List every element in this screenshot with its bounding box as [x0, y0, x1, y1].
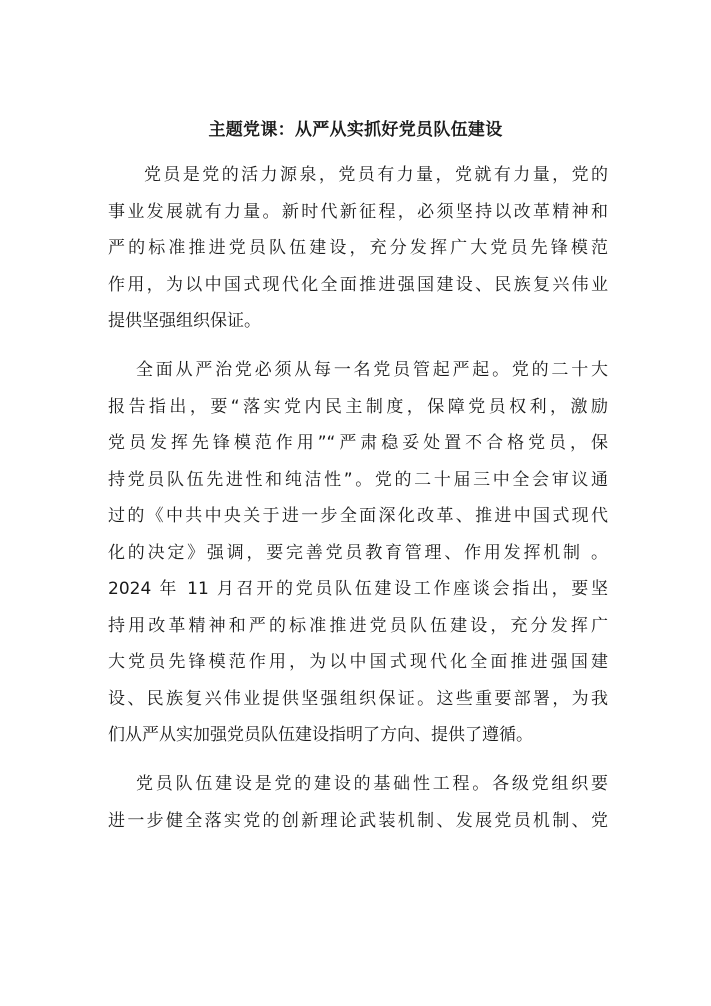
paragraph-2	[108, 352, 608, 754]
paragraph-line: 党员发挥先锋模范作用”“严肃稳妥处置不合格党员，保	[108, 433, 608, 453]
paragraph-line: 持用改革精神和严的标准推进党员队伍建设，充分发挥广	[108, 615, 608, 636]
paragraph-line: 事业发展就有力量。新时代新征程，必须坚持以改革精神和	[108, 201, 608, 222]
paragraph-line: 报告指出，要“落实党内民主制度，保障党员权利，激励	[108, 396, 608, 417]
paragraph-1	[108, 157, 608, 340]
paragraph-line: 2024 年 11 月召开的党员队伍建设工作座谈会指出，要坚	[108, 579, 608, 599]
paragraph-line: 大党员先锋模范作用，为以中国式现代化全面推进强国建	[108, 652, 608, 672]
paragraph-line: 严的标准推进党员队伍建设，充分发挥广大党员先锋模范	[108, 238, 608, 258]
paragraph-line: 们从严从实加强党员队伍建设指明了方向、提供了遵循。	[108, 725, 533, 745]
paragraph-line: 党员队伍建设是党的建设的基础性工程。各级党组织要	[136, 774, 608, 794]
paragraph-line: 过的《中共中央关于进一步全面深化改革、推进中国式现代	[108, 506, 608, 526]
paragraph-line: 进一步健全落实党的创新理论武装机制、发展党员机制、党	[108, 810, 608, 831]
paragraph-line: 党员是党的活力源泉，党员有力量，党就有力量，党的	[144, 165, 608, 185]
paragraph-line: 设、民族复兴伟业提供坚强组织保证。这些重要部署，为我	[108, 688, 608, 709]
paragraph-line: 提供坚强组织保证。	[108, 311, 261, 331]
paragraph-line: 持党员队伍先进性和纯洁性”。党的二十届三中全会审议通	[108, 469, 608, 490]
document-title: 主题党课：从严从实抓好党员队伍建设	[208, 120, 503, 140]
paragraph-3	[108, 766, 608, 839]
paragraph-line: 化的决定》强调，要完善党员教育管理、作用发挥机制 。	[108, 542, 608, 563]
paragraph-line: 作用，为以中国式现代化全面推进强国建设、民族复兴伟业	[108, 274, 608, 295]
paragraph-line: 全面从严治党必须从每一名党员管起严起。党的二十大	[136, 360, 608, 380]
